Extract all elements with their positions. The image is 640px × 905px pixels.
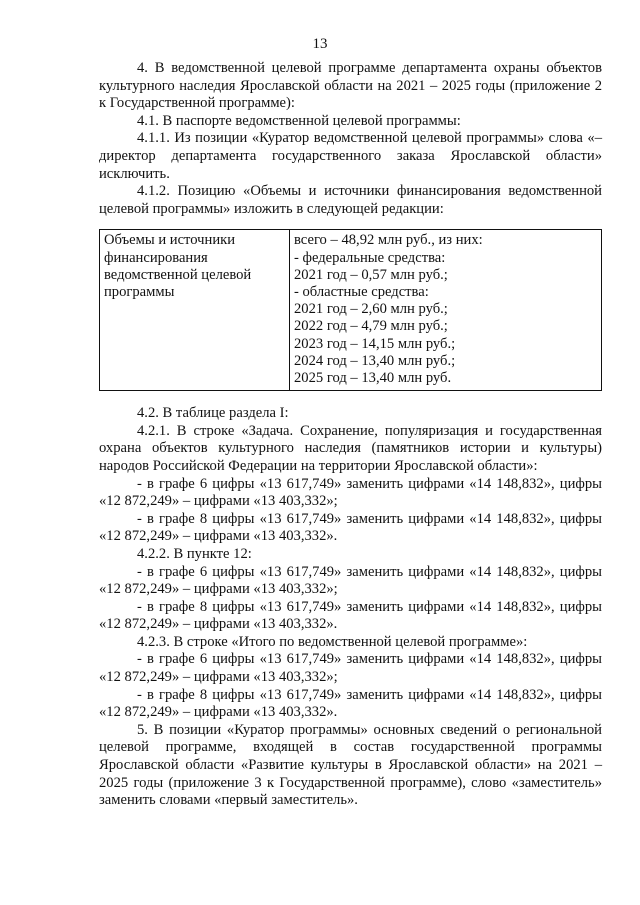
paragraph-4-2-1: 4.2.1. В строке «Задача. Сохранение, популяризация и государственная охрана объектов культурного наследия (памятников истории и культуры) народов Российской Федерации на территории Ярославской области»: bbox=[99, 422, 602, 474]
list-item: - в графе 6 цифры «13 617,749» заменить цифрами «14 148,832», цифры «12 872,249» – цифрами «13 403,332»; bbox=[99, 475, 602, 510]
table-label: Объемы и источники финансирования ведомственной целевой программы bbox=[104, 232, 252, 300]
table-line-regional-2024: 2024 год – 13,40 млн руб.; bbox=[294, 352, 456, 369]
paragraph-4-1-1: 4.1.1. Из позиции «Куратор ведомственной целевой программы» слова «– директор департамента государственного заказа Ярославской области» исключить. bbox=[99, 130, 602, 182]
list-item: - в графе 8 цифры «13 617,749» заменить цифрами «14 148,832», цифры «12 872,249» – цифрами «13 403,332». bbox=[99, 510, 602, 545]
table-row bbox=[100, 230, 602, 391]
table-line-regional-2025: 2025 год – 13,40 млн руб. bbox=[294, 369, 452, 386]
list-item: - в графе 6 цифры «13 617,749» заменить цифрами «14 148,832», цифры «12 872,249» – цифрами «13 403,332»; bbox=[99, 563, 602, 598]
paragraph-4-1-2: 4.1.2. Позицию «Объемы и источники финансирования ведомственной целевой программы» изложить в следующей редакции: bbox=[99, 183, 602, 217]
table-line-total: всего – 48,92 млн руб., из них: bbox=[294, 232, 483, 249]
table-line-regional: - областные средства: bbox=[294, 283, 429, 300]
table-value-cell bbox=[290, 230, 602, 391]
table-line-regional-2021: 2021 год – 2,60 млн руб.; bbox=[294, 301, 448, 318]
document-body bbox=[99, 60, 602, 810]
paragraph-5: 5. В позиции «Куратор программы» основных сведений о региональной целевой программе, входящей в состав государственной программы Ярославской области «Развитие культуры в Ярославской области» на 2021 – 2025 годы (приложение 3 к Государственной программе), слово «заместитель» заменить словами «первый заместитель». bbox=[99, 721, 602, 809]
paragraph-4: 4. В ведомственной целевой программе департамента охраны объектов культурного наследия Ярославской области на 2021 – 2025 годы (приложение 2 к Государственной программе): bbox=[99, 60, 602, 112]
page-number: 13 bbox=[312, 36, 328, 52]
financing-table bbox=[99, 229, 602, 391]
table-line-federal: - федеральные средства: bbox=[294, 249, 446, 266]
table-label-cell bbox=[100, 230, 290, 391]
paragraph-4-2: 4.2. В таблице раздела I: bbox=[137, 405, 289, 422]
table-line-regional-2022: 2022 год – 4,79 млн руб.; bbox=[294, 318, 448, 335]
list-item: - в графе 6 цифры «13 617,749» заменить цифрами «14 148,832», цифры «12 872,249» – цифрами «13 403,332»; bbox=[99, 651, 602, 686]
paragraph-4-2-2: 4.2.2. В пункте 12: bbox=[137, 545, 252, 562]
table-line-federal-2021: 2021 год – 0,57 млн руб.; bbox=[294, 266, 448, 283]
list-item: - в графе 8 цифры «13 617,749» заменить цифрами «14 148,832», цифры «12 872,249» – цифрами «13 403,332». bbox=[99, 598, 602, 633]
paragraph-4-2-3: 4.2.3. В строке «Итого по ведомственной целевой программе»: bbox=[137, 633, 528, 650]
list-item: - в графе 8 цифры «13 617,749» заменить цифрами «14 148,832», цифры «12 872,249» – цифрами «13 403,332». bbox=[99, 686, 602, 721]
paragraph-4-1: 4.1. В паспорте ведомственной целевой программы: bbox=[137, 112, 461, 129]
table-line-regional-2023: 2023 год – 14,15 млн руб.; bbox=[294, 335, 456, 352]
